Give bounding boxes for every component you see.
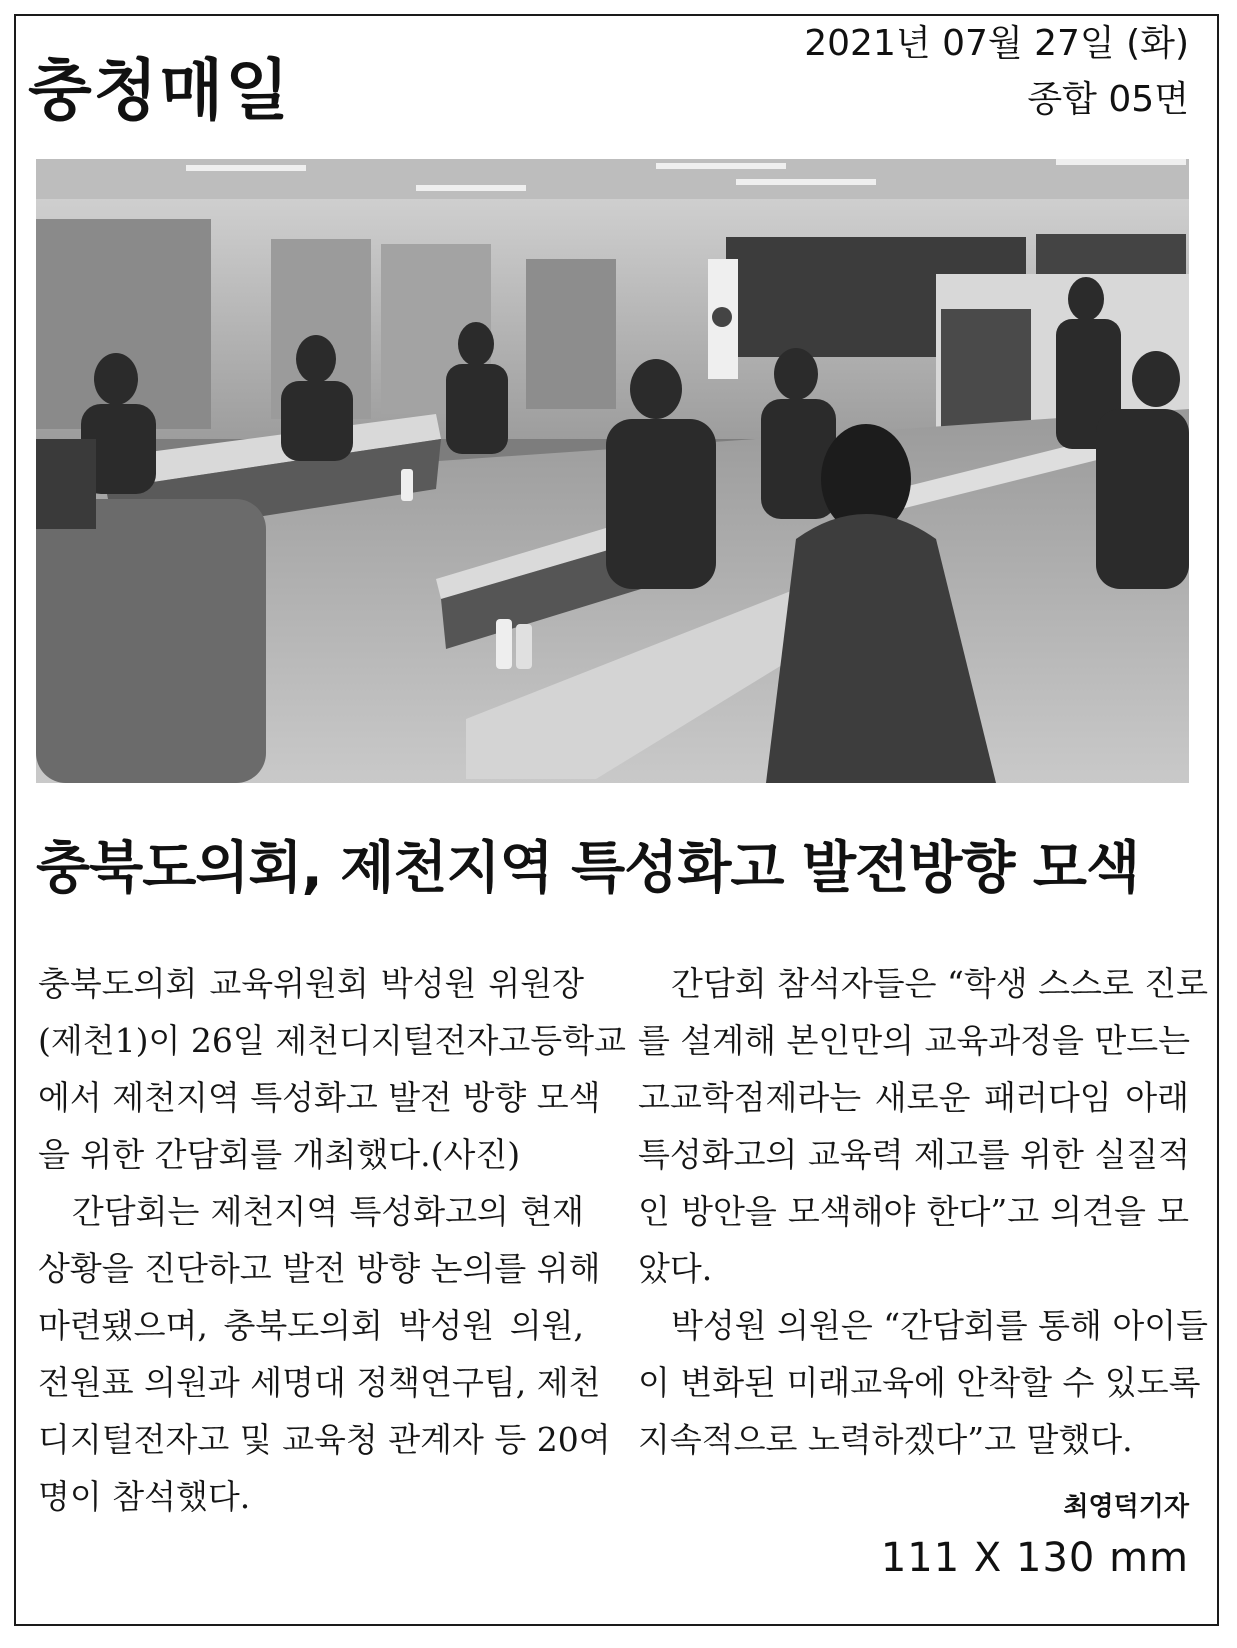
body-line: 마련됐으며, 충북도의회 박성원 의원, bbox=[38, 1306, 584, 1345]
body-line: 았다. bbox=[638, 1249, 713, 1288]
body-line: (제천1)이 26일 제천디지털전자고등학교 bbox=[38, 1021, 626, 1060]
body-line: 을 위한 간담회를 개최했다.(사진) bbox=[38, 1135, 521, 1174]
meeting-room-photo bbox=[36, 159, 1189, 783]
body-line: 지속적으로 노력하겠다”고 말했다. bbox=[638, 1420, 1133, 1459]
body-line: 를 설계해 본인만의 교육과정을 만드는 bbox=[638, 1021, 1191, 1060]
body-line: 박성원 의원은 “간담회를 통해 아이들 bbox=[638, 1306, 1208, 1345]
body-line: 간담회 참석자들은 “학생 스스로 진로 bbox=[638, 964, 1208, 1003]
body-line: 에서 제천지역 특성화고 발전 방향 모색 bbox=[38, 1078, 601, 1117]
body-line: 이 변화된 미래교육에 안착할 수 있도록 bbox=[638, 1363, 1201, 1402]
body-line: 상황을 진단하고 발전 방향 논의를 위해 bbox=[38, 1249, 601, 1288]
page-section: 종합 05면 bbox=[1027, 79, 1189, 120]
body-line: 특성화고의 교육력 제고를 위한 실질적 bbox=[638, 1135, 1191, 1174]
article-photo bbox=[36, 159, 1189, 783]
body-line: 인 방안을 모색해야 한다”고 의견을 모 bbox=[638, 1192, 1189, 1231]
publication-date: 2021년 07월 27일 (화) bbox=[804, 23, 1189, 64]
clipping-size: 111 X 130 mm bbox=[880, 1535, 1189, 1581]
article-body-right-column bbox=[638, 955, 1208, 1468]
article-body-left-column bbox=[38, 955, 626, 1525]
body-line: 간담회는 제천지역 특성화고의 현재 bbox=[38, 1192, 584, 1231]
body-line: 충북도의회 교육위원회 박성원 위원장 bbox=[38, 964, 584, 1003]
article-headline: 충북도의회, 제천지역 특성화고 발전방향 모색 bbox=[36, 836, 1140, 901]
body-line: 전원표 의원과 세명대 정책연구팀, 제천 bbox=[38, 1363, 601, 1402]
body-line: 디지털전자고 및 교육청 관계자 등 20여 bbox=[38, 1420, 611, 1459]
body-line: 고교학점제라는 새로운 패러다임 아래 bbox=[638, 1078, 1189, 1117]
body-line: 명이 참석했다. bbox=[38, 1477, 251, 1516]
newspaper-masthead: 충청매일 bbox=[28, 52, 292, 129]
reporter-byline: 최영덕기자 bbox=[1063, 1492, 1189, 1522]
